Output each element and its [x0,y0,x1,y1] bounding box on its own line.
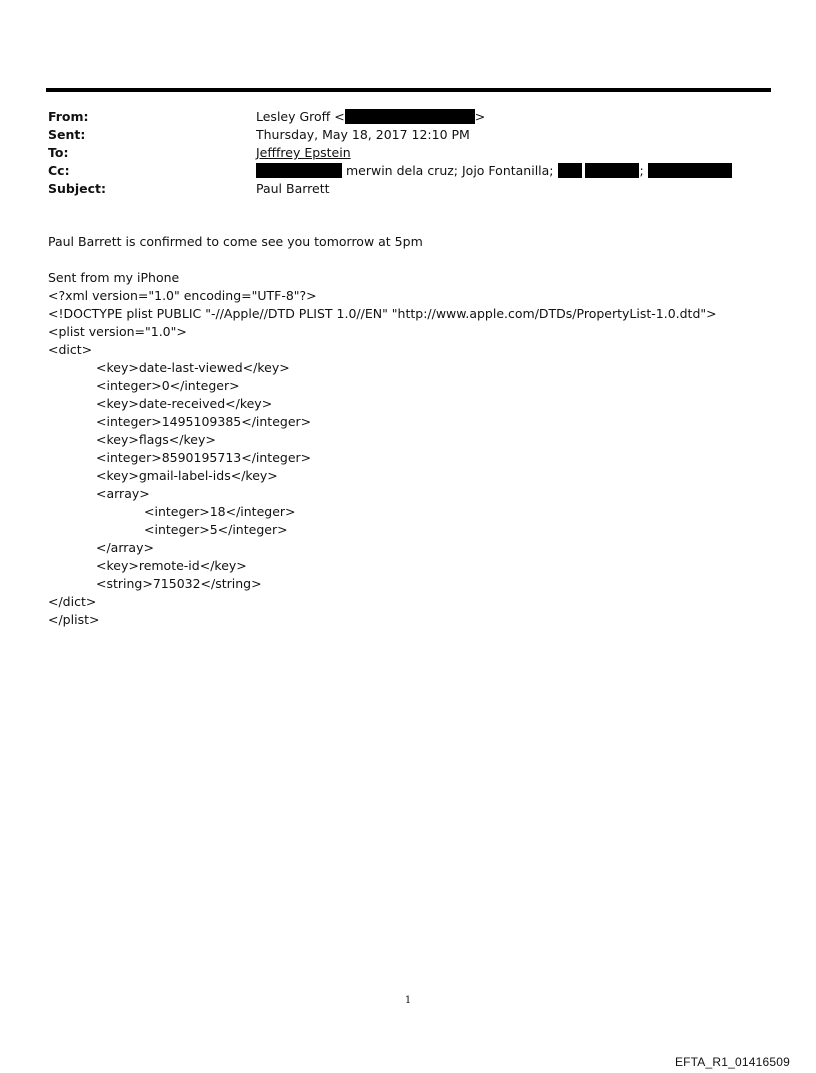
subject-row [48,180,768,198]
from-row [48,108,768,126]
cc-separator: ; [639,163,644,178]
from-close: > [474,109,486,124]
key-date-last-viewed: <key>date-last-viewed</key> [96,360,290,375]
email-header [48,108,768,198]
integer-date-last-viewed: <integer>0</integer> [96,378,240,393]
header-divider [46,88,771,92]
key-gmail-label-ids: <key>gmail-label-ids</key> [96,468,278,483]
redaction-box [256,163,342,178]
to-value: Jefffrey Epstein [256,145,351,160]
cc-row [48,162,768,180]
document-id: EFTA_R1_01416509 [674,1055,790,1069]
to-label: To: [48,145,69,160]
dict-close-tag: </dict> [48,594,97,609]
blank-line [48,251,768,269]
string-remote-id: <string>715032</string> [96,576,262,591]
sent-value: Thursday, May 18, 2017 12:10 PM [256,127,470,142]
from-value [256,108,485,126]
subject-label: Subject: [48,181,106,196]
key-remote-id: <key>remote-id</key> [96,558,247,573]
integer-label-5: <integer>5</integer> [144,522,288,537]
sent-row [48,126,768,144]
signature-text: Sent from my iPhone [48,270,180,285]
from-name: Lesley Groff < [256,109,345,124]
key-date-received: <key>date-received</key> [96,396,273,411]
redaction-box [345,109,475,124]
redaction-box [558,163,582,178]
xml-declaration: <?xml version="1.0" encoding="UTF-8"?> [48,288,317,303]
plist-open-tag: <plist version="1.0"> [48,324,187,339]
message-text: Paul Barrett is confirmed to come see you tomorrow at 5pm [48,234,423,249]
redaction-box [585,163,639,178]
integer-label-18: <integer>18</integer> [144,504,296,519]
subject-value: Paul Barrett [256,181,330,196]
email-body [48,233,768,629]
from-label: From: [48,109,89,124]
array-close-tag: </array> [96,540,154,555]
key-flags: <key>flags</key> [96,432,216,447]
cc-label: Cc: [48,163,70,178]
doctype-line: <!DOCTYPE plist PUBLIC "-//Apple//DTD PLIST 1.0//EN" "http://www.apple.com/DTDs/PropertyList-1.0.dtd"> [48,306,717,321]
page-number: 1 [404,995,412,1006]
sent-label: Sent: [48,127,86,142]
cc-value [256,162,732,180]
to-row [48,144,768,162]
integer-flags: <integer>8590195713</integer> [96,450,312,465]
plist-close-tag: </plist> [48,612,100,627]
dict-open-tag: <dict> [48,342,93,357]
integer-date-received: <integer>1495109385</integer> [96,414,312,429]
array-open-tag: <array> [96,486,150,501]
cc-visible: merwin dela cruz; Jojo Fontanilla; [345,163,554,178]
redaction-box [648,163,732,178]
